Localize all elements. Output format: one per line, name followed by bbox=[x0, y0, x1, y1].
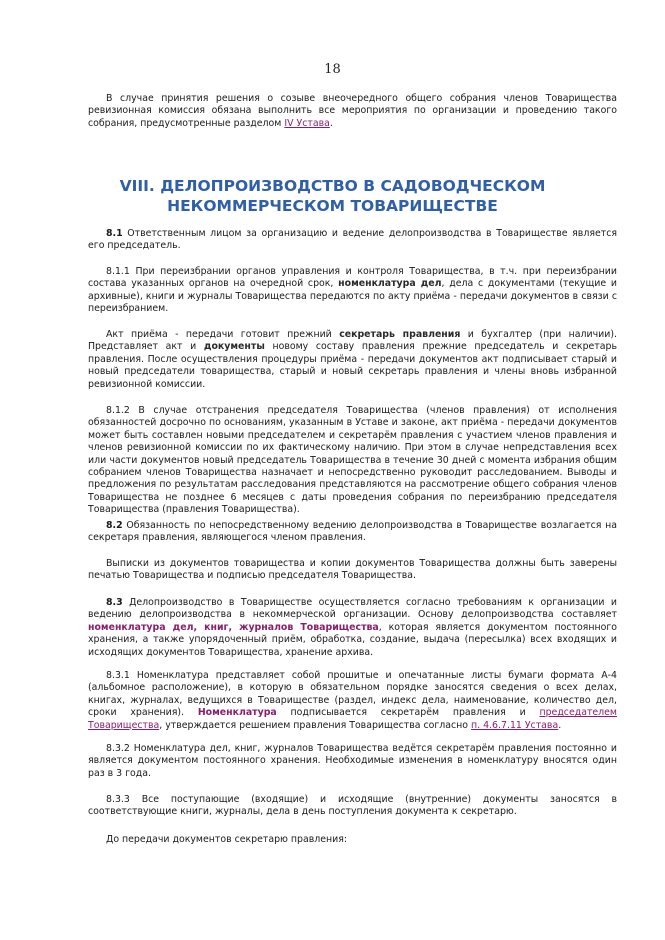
paragraph-text: и бухгалтер (при наличии). Представляет акт и bbox=[88, 329, 617, 353]
page-number: 18 bbox=[324, 62, 341, 77]
term-nomenclature-books: номенклатура дел, книг, журналов Товарищества bbox=[88, 621, 379, 633]
section-title bbox=[0, 176, 665, 216]
clause-number: 8.3 bbox=[106, 597, 123, 608]
intro-text: В случае принятия решения о созыве внеочередного общего собрания членов Товарищества ревизионная комиссия обязана выполнить все мероприятия по организации и проведению такого собрания, предусмотренные разделом bbox=[88, 93, 617, 129]
chairman-link[interactable]: председателем Товарищества bbox=[88, 707, 618, 731]
paragraph-text: 8.1.2 В случае отстранения председателя Товарищества (членов правления) от исполнения обязанностей досрочно по основаниям, указанным в Уставе и законе, акт приёма - передачи документов может быть составлен новыми председателем и секретарём правления с участием членов правления и членов ревизионной комиссии по их фактическому наличию. При этом в случае непредставления всех или части документов новый председатель Товарищества в течение 30 дней с момента избрания общим собранием членов Товарищества назначает и непосредственно руководит расследованием. Выводы и предложения по результатам расследования представляются на рассмотрение общего собрания членов Товарищества не позднее 6 месяцев с даты проведения собрания по переизбранию председателя Товарищества (правления Товарищества). bbox=[88, 405, 617, 516]
intro-paragraph bbox=[88, 93, 617, 130]
paragraph-8-2 bbox=[88, 520, 617, 545]
paragraph-act bbox=[88, 329, 617, 391]
paragraph-8-3 bbox=[88, 597, 617, 659]
paragraph-8-1-2 bbox=[88, 405, 617, 517]
paragraph-8-3-2 bbox=[88, 743, 617, 780]
term-documents: документы bbox=[203, 341, 265, 353]
paragraph-text: Обязанность по непосредственному ведению делопроизводства в Товариществе возлагается на секретаря правления, являющегося членом правления. bbox=[88, 520, 617, 544]
paragraph-last bbox=[88, 834, 617, 846]
paragraph-text: , утверждается решением правления Товарищества согласно bbox=[159, 719, 472, 731]
ustav-section-link[interactable]: IV Устава bbox=[284, 117, 330, 129]
clause-number: 8.1 bbox=[106, 228, 123, 239]
paragraph-text: новому составу правления прежние председатель и секретарь правления. После осуществления процедуры приёма - передачи документов акт подписывает старый и новый председатели товарищества, старый и новый секретарь правления и члены вновь избранной ревизионной комиссии. bbox=[88, 341, 617, 390]
paragraph-text: 8.1.1 При переизбрании органов управления и контроля Товарищества, в т.ч. при переизбрании состава указанных органов на очередной срок, bbox=[88, 266, 617, 290]
paragraph-text: Делопроизводство в Товариществе осуществляется согласно требованиям к организации и ведению делопроизводства в некоммерческой организации. Основу делопроизводства составляет bbox=[88, 597, 617, 621]
paragraph-text: 8.3.3 Все поступающие (входящие) и исходящие (внутренние) документы заносятся в соответствующие книги, журналы, дела в день поступления документа к секретарю. bbox=[88, 794, 617, 818]
paragraph-text: . bbox=[558, 719, 562, 731]
paragraph-text: , которая является документом постоянного хранения, а также упорядоченный приём, обработка, создание, выдача (пересылка) всех входящих и исходящих документов Товарищества, хранение архива. bbox=[88, 621, 617, 658]
paragraph-extracts bbox=[88, 558, 617, 583]
paragraph-8-3-1 bbox=[88, 670, 617, 732]
clause-number: 8.2 bbox=[106, 520, 123, 531]
paragraph-8-1-1 bbox=[88, 266, 617, 316]
paragraph-8-1 bbox=[88, 228, 617, 253]
paragraph-text: 8.3.2 Номенклатура дел, книг, журналов Товарищества ведётся секретарём правления постоянно и является документом постоянного хранения. Необходимые изменения в номенклатуру вносятся один раз в 3 года. bbox=[88, 743, 617, 779]
paragraph-8-3-3 bbox=[88, 794, 617, 819]
paragraph-text: 8.3.1 Номенклатура представляет собой прошитые и опечатанные листы бумаги формата А-4 (альбомное расположение), в которую в обязательном порядке заносятся сведения о всех делах, книгах, журналах, ведущихся в Товариществе (раздел, индекс дела, наименование, количество дел, сроки хранения). bbox=[88, 670, 617, 719]
section-title-line2: НЕКОММЕРЧЕСКОМ ТОВАРИЩЕСТВЕ bbox=[167, 197, 498, 215]
paragraph-text: Ответственным лицом за организацию и ведение делопроизводства в Товариществе является его председатель. bbox=[88, 228, 617, 252]
ustav-clause-link[interactable]: п. 4.6.7.11 Устава bbox=[471, 719, 559, 731]
paragraph-text: Выписки из документов товарищества и копии документов Товарищества должны быть заверены печатью Товарищества и подписью председателя Товарищества. bbox=[88, 558, 617, 582]
section-title-line1: VIII. ДЕЛОПРОИЗВОДСТВО В САДОВОДЧЕСКОМ bbox=[119, 177, 546, 195]
paragraph-text: подписывается секретарём правления и bbox=[276, 707, 540, 719]
term-nomenclature: Номенклатура bbox=[197, 707, 277, 719]
term-board-secretary: секретарь правления bbox=[339, 329, 461, 340]
paragraph-text: , дела с документами (текущие и архивные), книги и журналы Товарищества передаются по акту приёма - передачи документов в связи с переизбранием. bbox=[88, 278, 617, 315]
term-nomenclature: номенклатура дел bbox=[338, 278, 442, 290]
paragraph-text: До передачи документов секретарю правления: bbox=[106, 834, 348, 845]
intro-end: . bbox=[329, 117, 333, 129]
paragraph-text: Акт приёма - передачи готовит прежний bbox=[106, 329, 340, 340]
